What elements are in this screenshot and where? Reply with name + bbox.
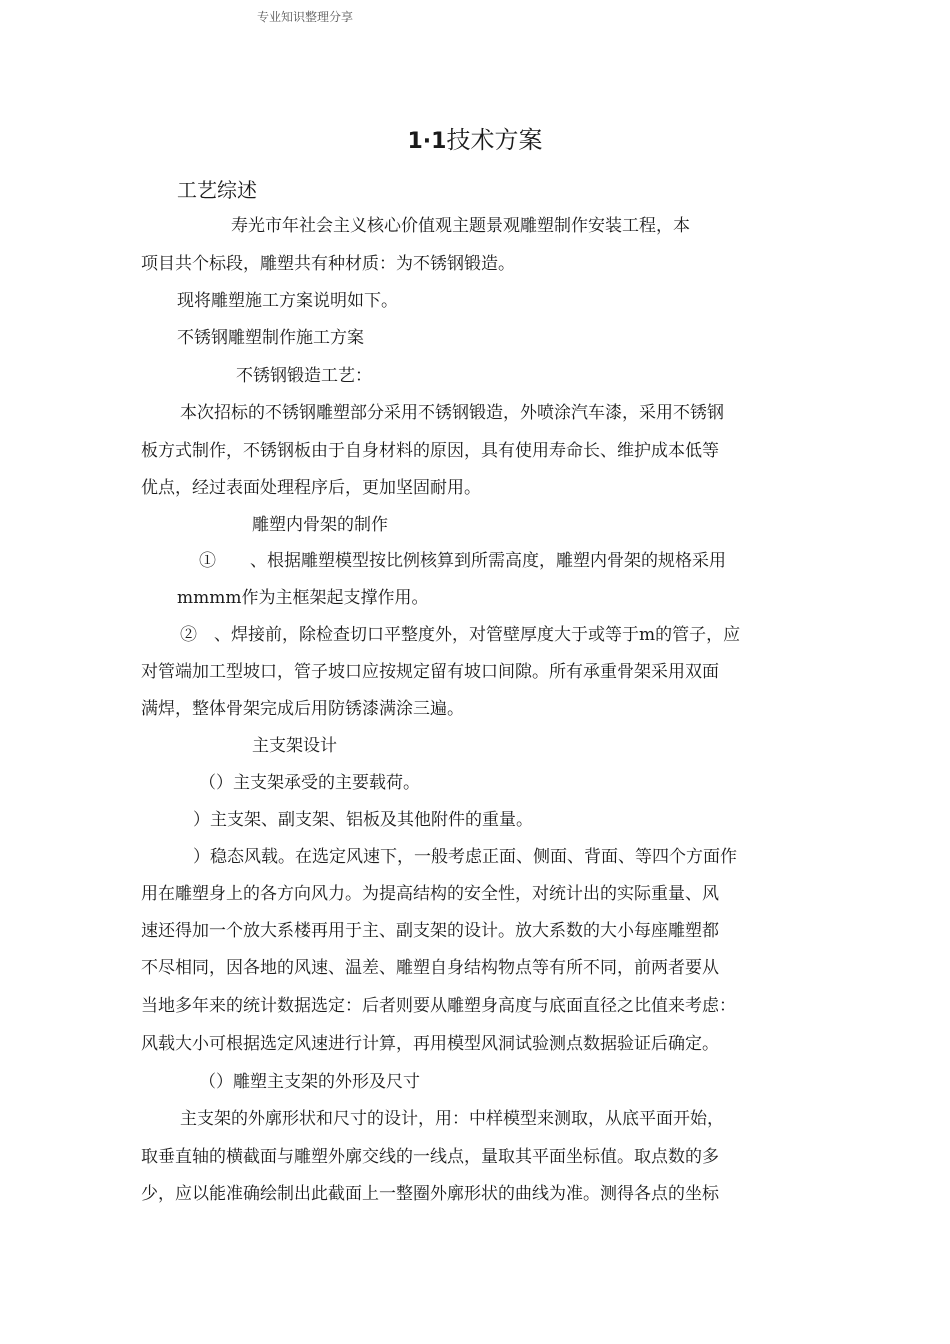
paragraph-line: 用在雕塑身上的各方向风力。为提高结构的安全性，对统计出的实际重量、风 [141, 884, 719, 904]
paragraph-line: ① 、根据雕塑模型按比例核算到所需高度，雕塑内骨架的规格采用 [199, 551, 726, 571]
paragraph-line: 风载大小可根据选定风速进行计算，再用模型风洞试验测点数据验证后确定。 [141, 1034, 719, 1054]
paragraph-line: ）主支架、副支架、铝板及其他附件的重量。 [193, 810, 533, 830]
paragraph-line: 不锈钢雕塑制作施工方案 [177, 328, 364, 348]
paragraph-line: 当地多年来的统计数据选定：后者则要从雕塑身高度与底面直径之比值来考虑： [141, 996, 736, 1016]
paragraph-line: （）雕塑主支架的外形及尺寸 [199, 1072, 420, 1092]
title-text: 技术方案 [446, 126, 543, 154]
paragraph-line: 本次招标的不锈钢雕塑部分采用不锈钢锻造，外喷涂汽车漆，采用不锈钢 [180, 403, 724, 423]
paragraph-line: 少，应以能准确绘制出此截面上一整圈外廓形状的曲线为准。测得各点的坐标 [141, 1184, 719, 1204]
title-number: 1·1 [407, 129, 447, 154]
paragraph-line: mmmm作为主框架起支撑作用。 [177, 588, 429, 608]
paragraph-line: 不锈钢锻造工艺： [236, 366, 372, 386]
paragraph-line: 速还得加一个放大系楼再用于主、副支架的设计。放大系数的大小每座雕塑都 [141, 921, 719, 941]
paragraph-line: 优点，经过表面处理程序后，更加坚固耐用。 [141, 478, 481, 498]
paragraph-line: 现将雕塑施工方案说明如下。 [177, 291, 398, 311]
paragraph-line: 项目共个标段，雕塑共有种材质：为不锈钢锻造。 [141, 254, 515, 274]
paragraph-line: （）主支架承受的主要载荷。 [199, 773, 420, 793]
page-header: 专业知识整理分享 [257, 10, 354, 24]
paragraph-line: 主支架的外廓形状和尺寸的设计，用：中样模型来测取，从底平面开始， [180, 1109, 724, 1129]
paragraph-line: 取垂直轴的横截面与雕塑外廓交线的一线点，量取其平面坐标值。取点数的多 [141, 1147, 719, 1167]
paragraph-line: ② 、焊接前，除检查切口平整度外，对管壁厚度大于或等于m的管子，应 [180, 625, 741, 645]
paragraph-line: 雕塑内骨架的制作 [252, 515, 388, 535]
paragraph-line: 不尽相同，因各地的风速、温差、雕塑自身结构物点等有所不同，前两者要从 [141, 958, 719, 978]
paragraph-line: 主支架设计 [252, 736, 337, 756]
paragraph-line: 满焊，整体骨架完成后用防锈漆满涂三遍。 [141, 699, 464, 719]
document-title [0, 120, 950, 155]
paragraph-line: 板方式制作，不锈钢板由于自身材料的原因，具有使用寿命长、维护成本低等 [141, 441, 719, 461]
section-heading: 工艺综述 [177, 178, 257, 202]
paragraph-line: 寿光市年社会主义核心价值观主题景观雕塑制作安装工程，本 [231, 216, 690, 236]
paragraph-line: 对管端加工型坡口，管子坡口应按规定留有坡口间隙。所有承重骨架采用双面 [141, 662, 719, 682]
paragraph-line: ）稳态风载。在选定风速下，一般考虑正面、侧面、背面、等四个方面作 [193, 847, 737, 867]
